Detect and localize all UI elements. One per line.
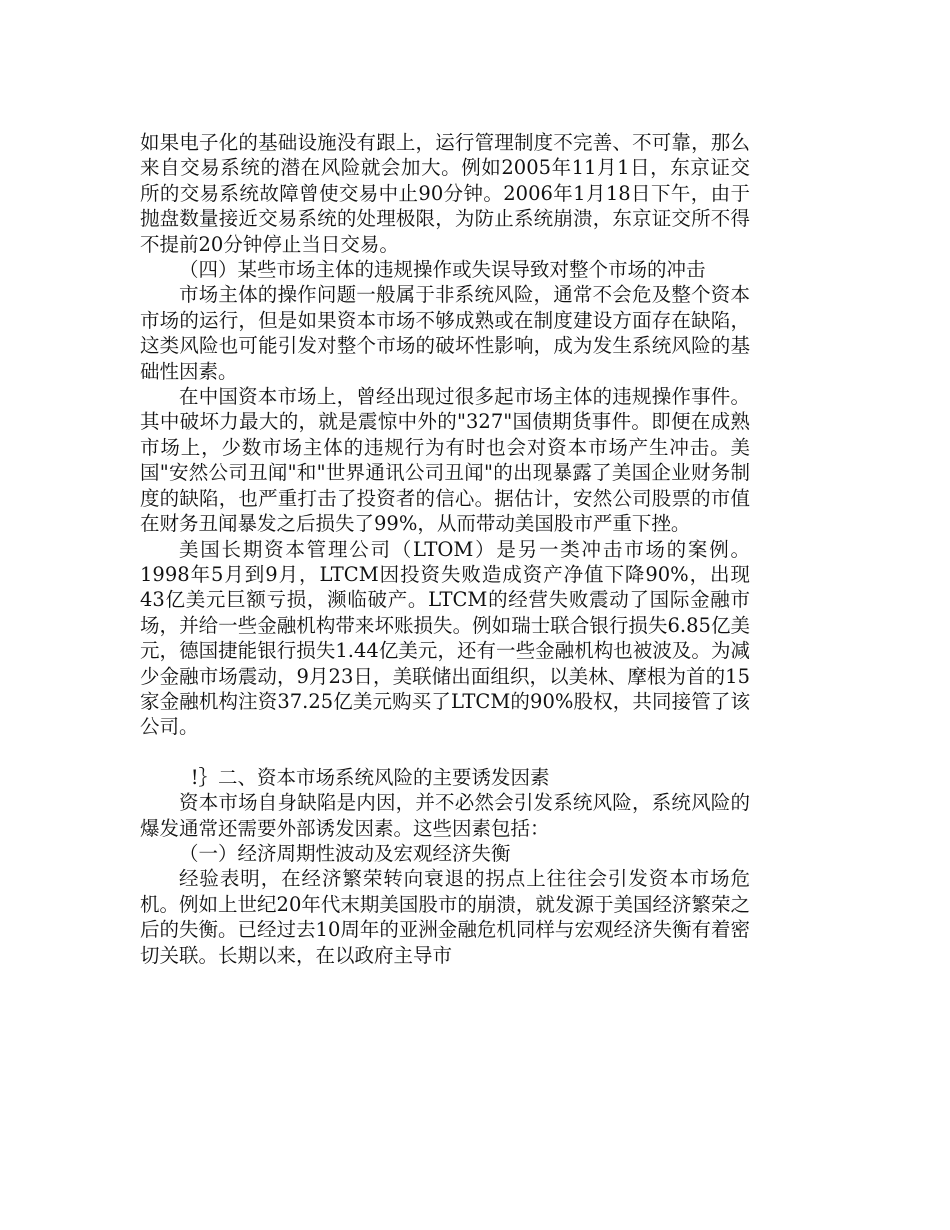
- document-page: [140, 130, 750, 968]
- paragraph-china-violations: 在中国资本市场上，曾经出现过很多起市场主体的违规操作事件。其中破坏力最大的，就是震惊中外的"327"国债期货事件。即便在成熟市场上，少数市场主体的违规行为有时也会对资本市场产生冲击。美国"安然公司丑闻"和"世界通讯公司丑闻"的出现暴露了美国企业财务制度的缺陷，也严重打击了投资者的信心。据估计，安然公司股票的市值在财务丑闻暴发之后损失了99%，从而带动美国股市严重下挫。: [140, 385, 750, 536]
- section-heading-2: !｝二、资本市场系统风险的主要诱发因素: [190, 765, 550, 789]
- paragraph-market-participants: 市场主体的操作问题一般属于非系统风险，通常不会危及整个资本市场的运行，但是如果资本市场不够成熟或在制度建设方面存在缺陷，这类风险也可能引发对整个市场的破坏性影响，成为发生系统风险的基础性因素。: [140, 283, 750, 383]
- paragraph-inducing-factors: 资本市场自身缺陷是内因，并不必然会引发系统风险，系统风险的爆发通常还需要外部诱发因素。这些因素包括：: [140, 791, 750, 840]
- paragraph-economic-cycle: 经验表明，在经济繁荣转向衰退的拐点上往往会引发资本市场危机。例如上世纪20年代末期美国股市的崩溃，就发源于美国经济繁荣之后的失衡。已经过去10周年的亚洲金融危机同样与宏观经济失衡有着密切关联。长期以来，在以政府主导市: [140, 867, 750, 967]
- section-heading-4: （四）某些市场主体的违规操作或失误导致对整个市场的冲击: [179, 258, 706, 282]
- paragraph-trading-system-risk: 如果电子化的基础设施没有跟上，运行管理制度不完善、不可靠，那么来自交易系统的潜在风险就会加大。例如2005年11月1日，东京证交所的交易系统故障曾使交易中止90分钟。2006年1月18日下午，由于抛盘数量接近交易系统的处理极限，为防止系统崩溃，东京证交所不得不提前20分钟停止当日交易。: [140, 131, 750, 256]
- section-heading-1: （一）经济周期性波动及宏观经济失衡: [179, 841, 511, 865]
- paragraph-ltcm: 美国长期资本管理公司（LTOM）是另一类冲击市场的案例。1998年5月到9月，LTCM因投资失败造成资产净值下降90%，出现43亿美元巨额亏损，濒临破产。LTCM的经营失败震动了国际金融市场，并给一些金融机构带来坏账损失。例如瑞士联合银行损失6.85亿美元，德国捷能银行损失1.44亿美元，还有一些金融机构也被波及。为减少金融市场震动，9月23日，美联储出面组织，以美林、摩根为首的15家金融机构注资37.25亿美元购买了LTCM的90%股权，共同接管了该公司。: [140, 537, 750, 739]
